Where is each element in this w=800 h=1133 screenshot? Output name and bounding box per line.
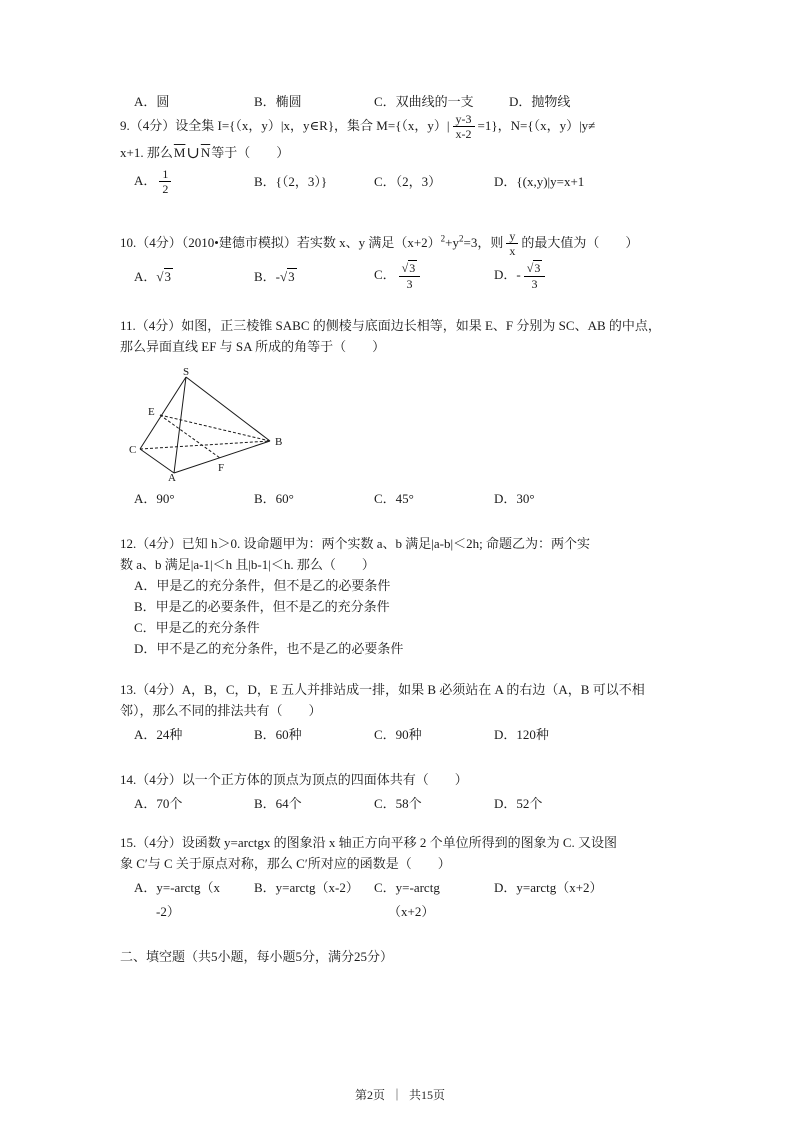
q11-option-b: B．60° xyxy=(254,491,294,507)
q10-option-b xyxy=(254,266,374,287)
q9-option-a-label: A． xyxy=(134,172,157,188)
q8-option-b: B．椭圆 xyxy=(254,94,302,109)
q10-fraction-denominator: x xyxy=(509,243,516,258)
q14-option-a: A．70个 xyxy=(134,796,183,812)
q15-option-b: B．y=arctg（x-2） xyxy=(254,880,359,896)
q10-option-d-label: D． xyxy=(494,267,517,283)
q10-fraction-numerator: y xyxy=(506,229,518,244)
q13-options-row xyxy=(134,724,698,745)
q9-number: 9.（4分） xyxy=(120,117,176,133)
q9-option-a-denominator: 2 xyxy=(162,182,169,197)
q10-option-b-minus: - xyxy=(275,268,281,284)
q12-number: 12.（4分） xyxy=(120,536,182,552)
q10-option-c xyxy=(374,261,494,291)
q14-option-b: B．64个 xyxy=(254,796,302,812)
q10-option-c-radicand: 3 xyxy=(409,261,416,276)
question-10 xyxy=(120,229,698,292)
q14-stem-line1 xyxy=(120,769,698,790)
q9-option-b: B．{（2，3）} xyxy=(254,174,328,190)
q10-option-a-radical: √3 xyxy=(156,268,172,284)
q10-superscript-1: 2 xyxy=(440,233,446,244)
q15-number: 15.（4分） xyxy=(120,835,182,851)
q12-stem-text-1: 已知 h＞0. 设命题甲为：两个实数 a、b 满足|a-b|＜2h; 命题乙为：两个实 xyxy=(181,536,590,552)
q10-fraction-yx xyxy=(506,229,518,259)
q8-option-d: D．抛物线 xyxy=(509,94,571,109)
q10-stem-text-1: （2010•建德市模拟）若实数 x、y 满足（x+2） xyxy=(181,234,441,250)
q9-union-symbol: ∪ xyxy=(186,144,200,162)
q12-stem-line1 xyxy=(120,533,698,554)
q10-option-d-minus: - xyxy=(516,267,521,283)
question-9 xyxy=(120,112,698,197)
q9-fraction-numerator: y-3 xyxy=(453,112,475,127)
vertex-label-c: C xyxy=(129,444,137,457)
q10-option-b-radical: √3 xyxy=(280,268,295,284)
q9-fraction xyxy=(453,112,475,142)
q9-stem-line1 xyxy=(120,112,698,142)
q10-options-row xyxy=(134,261,698,291)
q9-option-a-numerator: 1 xyxy=(159,167,171,182)
footer-separator: ｜ xyxy=(390,1088,403,1102)
q11-option-c: C．45° xyxy=(374,491,414,507)
question-11 xyxy=(120,315,698,509)
q10-option-a-radicand: 3 xyxy=(164,268,172,284)
q13-option-c: C．90种 xyxy=(374,727,422,743)
q15-options-row1 xyxy=(134,877,698,898)
q9-option-d: D．{(x,y)|y=x+1 xyxy=(494,174,585,190)
q13-option-d: D．120种 xyxy=(494,727,549,743)
q9-option-a-fraction xyxy=(159,167,171,197)
q8-option-c: C．双曲线的一支 xyxy=(374,94,474,109)
q11-stem-text-1: 如图，正三棱锥 SABC 的侧棱与底面边长相等，如果 E、F 分别为 SC、AB 的中点， xyxy=(181,318,661,334)
q15-options-row2 xyxy=(134,901,698,922)
vertex-label-s: S xyxy=(183,367,190,379)
q14-stem-text-1: 以一个正方体的顶点为顶点的四面体共有（ ） xyxy=(181,772,468,788)
q15-option-c-part1: C．y=-arctg xyxy=(374,880,440,896)
footer-page-number: 第2页 xyxy=(354,1088,385,1102)
vertex-label-e: E xyxy=(148,406,155,419)
q10-stem-text-2: +y xyxy=(445,234,459,250)
q13-number: 13.（4分） xyxy=(120,682,182,698)
q10-option-a xyxy=(134,266,254,287)
vertex-label-a: A xyxy=(168,472,176,483)
q9-fraction-denominator: x-2 xyxy=(455,127,472,142)
q11-stem-line2: 那么异面直线 EF 与 SA 所成的角等于（ ） xyxy=(120,339,386,355)
q10-option-d-radicand: 3 xyxy=(534,261,541,276)
q10-option-c-denominator: 3 xyxy=(406,276,413,291)
q10-option-c-radical: √3 xyxy=(401,261,416,276)
q9-stem-text-4: 等于（ ） xyxy=(211,144,290,160)
q8-options-row xyxy=(134,91,698,112)
q9-stem-text-3: x+1. 那么 xyxy=(120,144,173,160)
q14-option-c: C．58个 xyxy=(374,796,422,812)
q15-option-c-part2: （x+2） xyxy=(388,904,435,920)
q13-stem-line2: 邻），那么不同的排法共有（ ） xyxy=(120,703,322,719)
q9-stem-text-1: 设全集 I={（x，y）|x，y∈R}，集合 M={（x，y）| xyxy=(175,117,450,133)
q9-set-m-complement: $\overline{M}$ xyxy=(173,144,186,160)
q14-option-d: D．52个 xyxy=(494,796,543,812)
q9-set-n-complement: $\overline{N}$ xyxy=(200,144,211,160)
q11-number: 11.（4分） xyxy=(120,318,182,334)
q10-option-d-radical: √3 xyxy=(526,261,541,276)
q12-option-b: B．甲是乙的必要条件，但不是乙的充分条件 xyxy=(134,599,390,615)
q9-option-a xyxy=(134,167,254,197)
q10-superscript-2: 2 xyxy=(459,233,464,244)
footer-total-pages: 共15页 xyxy=(409,1088,446,1102)
vertex-label-f: F xyxy=(218,462,225,475)
q15-stem-text-1: 设函数 y=arctgx 的图象沿 x 轴正方向平移 2 个单位所得到的图象为 C. 又设图 xyxy=(181,835,617,851)
q15-option-d: D．y=arctg（x+2） xyxy=(494,880,603,896)
q13-stem-line1 xyxy=(120,679,698,700)
q12-stem-line2: 数 a、b 满足|a-1|＜h 且|b-1|＜h. 那么（ ） xyxy=(120,557,375,573)
q13-stem-text-1: A，B，C，D，E 五人并排站成一排，如果 B 必须站在 A 的右边（A，B 可以不相 xyxy=(181,682,645,698)
q10-option-b-radicand: 3 xyxy=(288,268,295,284)
q12-option-c: C．甲是乙的充分条件 xyxy=(134,620,260,636)
q15-option-a-part1: A．y=-arctg（x xyxy=(134,880,221,896)
pyramid-diagram xyxy=(128,367,298,482)
q11-pyramid-figure xyxy=(128,367,298,482)
question-13 xyxy=(120,679,698,745)
q10-option-d-numerator xyxy=(524,261,546,276)
question-14 xyxy=(120,769,698,814)
q10-option-b-label: B． xyxy=(254,268,276,284)
q10-stem-text-4: 的最大值为（ ） xyxy=(521,234,639,250)
q10-option-c-label: C． xyxy=(374,267,396,283)
question-15 xyxy=(120,832,698,922)
q10-option-d xyxy=(494,261,548,291)
q15-stem-line2: 象 C′与 C 关于原点对称，那么 C′所对应的函数是（ ） xyxy=(120,856,451,872)
q13-option-b: B．60种 xyxy=(254,727,302,743)
q15-stem-line1 xyxy=(120,832,698,853)
q14-number: 14.（4分） xyxy=(120,772,182,788)
q10-number: 10.（4分） xyxy=(120,234,182,250)
q11-stem-line1 xyxy=(120,315,698,336)
q8-option-a: A．圆 xyxy=(134,94,170,109)
q10-option-d-denominator: 3 xyxy=(531,276,538,291)
q11-options-row xyxy=(134,488,698,509)
q9-stem-line2 xyxy=(120,142,698,164)
q15-option-a-part2: -2） xyxy=(156,904,180,920)
q10-stem-line1 xyxy=(120,229,698,259)
vertex-label-b: B xyxy=(275,436,283,449)
q10-option-c-numerator xyxy=(399,261,421,276)
q10-option-c-fraction xyxy=(399,261,421,291)
q12-option-d: D．甲不是乙的充分条件，也不是乙的必要条件 xyxy=(134,641,404,657)
q10-stem-text-3: =3，则 xyxy=(463,234,504,250)
q13-option-a: A．24种 xyxy=(134,727,183,743)
question-12 xyxy=(120,533,698,659)
q9-stem-text-2: =1}，N={（x，y）|y≠ xyxy=(477,117,596,133)
q11-option-d: D．30° xyxy=(494,491,535,507)
exam-page xyxy=(120,88,698,967)
q10-option-d-fraction xyxy=(524,261,546,291)
q9-options-row xyxy=(134,167,698,197)
q11-option-a: A．90° xyxy=(134,491,175,507)
section-2-heading: 二、填空题（共5小题，每小题5分，满分25分） xyxy=(120,949,394,965)
page-footer xyxy=(0,1086,800,1103)
q9-option-c: C．（2，3） xyxy=(374,174,442,190)
q10-option-a-label: A． xyxy=(134,268,157,284)
q12-option-a: A．甲是乙的充分条件，但不是乙的必要条件 xyxy=(134,578,391,594)
q14-options-row xyxy=(134,793,698,814)
